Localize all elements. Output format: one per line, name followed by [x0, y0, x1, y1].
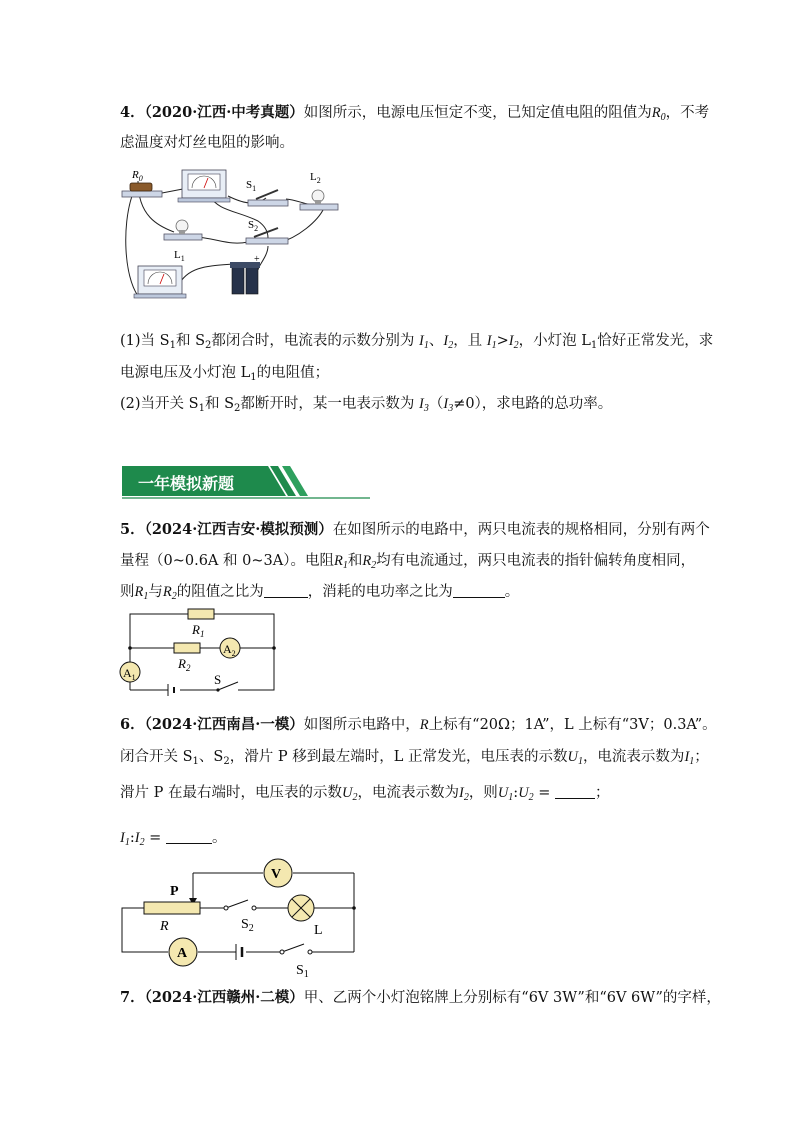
q4-number: 4．: [120, 104, 145, 121]
svg-text:+: +: [254, 254, 260, 265]
q5-line1: 5．（2024·江西吉安·模拟预测）在如图所示的电路中，两只电流表的规格相同，分别有两个: [120, 521, 710, 538]
q6-answer-blank-2[interactable]: [166, 829, 212, 844]
q4-line1: [120, 103, 709, 123]
q7-line1: 7．（2024·江西赣州·二模）甲、乙两个小灯泡铭牌上分别标有“6V 3W”和“6V 6W”的字样，: [120, 989, 721, 1006]
q4-part1-line2: 电源电压及小灯泡 $L_1$的电阻值；: [120, 365, 330, 383]
q4-text-1-end: ，不考: [665, 105, 710, 121]
q6-number: 6．: [120, 716, 145, 733]
fig5-label-a1: $A_1$: [123, 666, 136, 682]
q4-circuit-figure: [118, 166, 348, 306]
q4-part1-line1: (1)当 $S_1$和 $S_2$都闭合时，电流表的示数分别为 $I_1$、$I_2$，且 $I_1>I_2$，小灯泡 $L_1$恰好正常发光，求: [120, 333, 714, 351]
fig5-label-r1: $R_1$: [192, 622, 205, 639]
fig4-label-s2: $S_2$: [248, 219, 259, 233]
fig5-label-r2: $R_2$: [178, 656, 191, 673]
q7-source: （2024·江西赣州·二模）: [144, 989, 304, 1006]
q7-number: 7．: [120, 989, 145, 1006]
fig6-label-s1: $S_1$: [296, 963, 309, 980]
fig6-label-p: P: [170, 884, 179, 899]
fig6-label-s2: $S_2$: [241, 917, 254, 934]
q5-source: （2024·江西吉安·模拟预测）: [144, 521, 333, 538]
fig4-label-r0: $R_0$: [132, 169, 143, 183]
fig6-label-v: V: [271, 867, 282, 882]
fig6-label-r: R: [160, 919, 169, 934]
fig4-label-l1: $L_1$: [174, 249, 185, 263]
fig5-label-a2: $A_2$: [223, 642, 236, 658]
q5-number: 5．: [120, 521, 145, 538]
q4-line2: 虑温度对灯丝电阻的影响。: [120, 135, 294, 151]
q5-circuit-figure: [118, 604, 288, 696]
q4-source: （2020·江西·中考真题）: [144, 104, 304, 121]
q5-answer-blank-2[interactable]: [453, 583, 505, 598]
fig6-label-l: L: [314, 923, 323, 938]
q4-text-1: 如图所示，电源电压恒定不变，已知定值电阻的阻值为: [303, 105, 652, 121]
q6-circuit-figure: [118, 858, 363, 980]
q6-line2: 闭合开关 $S_1$、$S_2$，滑片 P 移到最左端时，L 正常发光，电压表的示数$U_1$，电流表示数为$I_1$；: [120, 749, 709, 767]
q5-line2: 量程（0~0.6A 和 0~3A）。电阻$R_1$和$R_2$均有电流通过，两只电流表的指针偏转角度相同，: [120, 553, 696, 571]
fig4-label-s1: $S_1$: [246, 179, 257, 193]
q4-r0: $R_0$: [651, 105, 666, 123]
fig5-label-s: S: [214, 672, 222, 687]
q4-part2: (2)当开关 $S_1$和 $S_2$都断开时，某一电表示数为 $I_3(I_3\ne 0)$，求电路的总功率。: [120, 396, 613, 414]
q6-line3: 滑片 P 在最右端时，电压表的示数$U_2$，电流表示数为$I_2$，则$U_1:U_2$ = ；: [120, 785, 610, 803]
fig4-label-l2: $L_2$: [310, 171, 321, 185]
section-title: 一年模拟新题: [138, 474, 235, 493]
q6-answer-blank-1[interactable]: [555, 784, 595, 799]
q6-source: （2024·江西南昌·一模）: [144, 716, 304, 733]
q6-line1: 6．（2024·江西南昌·一模）如图所示电路中，R上标有“20Ω；1A”，L 上标有“3V；0.3A”。: [120, 716, 717, 733]
q5-line3: 则$R_1$与$R_2$的阻值之比为 ，消耗的电功率之比为 。: [120, 584, 520, 602]
q6-line4: $I_1:I_2$ = 。: [120, 830, 227, 848]
fig6-label-a: A: [177, 946, 188, 961]
q5-answer-blank-1[interactable]: [264, 583, 308, 598]
section-banner: [122, 466, 370, 500]
